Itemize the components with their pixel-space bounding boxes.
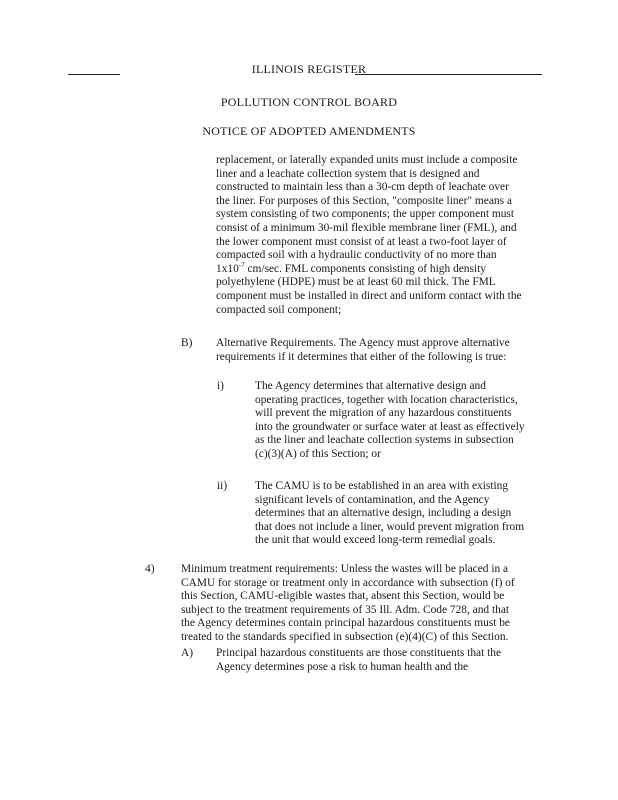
item-4-a-text [216, 647, 501, 674]
text-line: replacement, or laterally expanded units must include a composite [216, 154, 518, 166]
text-line: (c)(3)(A) of this Section; or [255, 447, 381, 460]
text-line: treated to the standards specified in subsection (e)(4)(C) of this Section. [181, 630, 509, 643]
text-line: that does not include a liner, would prevent migration from [255, 520, 525, 533]
text-line: determines that an alternative design, including a design [255, 507, 512, 520]
text-line: the lower component must consist of at least a two-foot layer of [216, 235, 507, 248]
text-line-conductivity [216, 260, 522, 277]
item-b-text [216, 337, 510, 364]
text-line: component must be installed in direct and uniform contact with the [216, 289, 522, 302]
text-line: compacted soil component; [216, 303, 342, 316]
text-line: Minimum treatment requirements: Unless the wastes will be placed in a [181, 563, 509, 575]
item-b-i-label: i) [217, 380, 224, 392]
register-title: ILLINOIS REGISTER [251, 62, 367, 76]
text-line: requirements if it determines that either of the following is true: [216, 350, 507, 363]
item-b-label: B) [181, 337, 193, 349]
text-line: Agency determines pose a risk to human health and the [216, 660, 469, 673]
item-4-text [181, 563, 515, 645]
text-line: system consisting of two components; the upper component must [216, 208, 515, 221]
text-line: Principal hazardous constituents are those constituents that the [216, 647, 502, 659]
text-line: liner and a leachate collection system that is designed and [216, 167, 480, 180]
text-line: Alternative Requirements. The Agency must approve alternative [216, 337, 510, 349]
continuation-paragraph [216, 154, 522, 317]
conductivity-exponent: -7 [238, 260, 245, 269]
item-b-ii-label: ii) [217, 480, 228, 492]
text-line: constructed to maintain less than a 30-cm depth of leachate over [216, 181, 509, 194]
text-line: The CAMU is to be established in an area with existing [255, 480, 509, 492]
text-line: as the liner and leachate collection systems in subsection [255, 434, 514, 447]
text-line: consist of a minimum 30-mil flexible membrane liner (FML), and [216, 221, 517, 234]
text-line: compacted soil with a hydraulic conductivity of no more than [216, 249, 497, 262]
text-line: The Agency determines that alternative design and [255, 380, 486, 392]
text-line: significant levels of contamination, and the Agency [255, 493, 490, 506]
item-b-i-text [255, 380, 525, 462]
conductivity-base: 1x10 [216, 262, 239, 275]
notice-title: NOTICE OF ADOPTED AMENDMENTS [202, 124, 416, 138]
item-4-label: 4) [145, 563, 155, 575]
text-line: will prevent the migration of any hazardous constituents [255, 407, 512, 420]
text-line: the liner. For purposes of this Section, "composite liner" means a [216, 194, 512, 207]
item-b-ii-text [255, 480, 524, 548]
text-line: this Section, CAMU-eligible wastes that, absent this Section, would be [181, 590, 505, 603]
text-line: cm/sec. FML components consisting of high density [247, 262, 486, 275]
text-line: operating practices, together with location characteristics, [255, 393, 518, 406]
text-line: CAMU for storage or treatment only in accordance with subsection (f) of [181, 576, 515, 589]
text-line: subject to the treatment requirements of 35 Ill. Adm. Code 728, and that [181, 603, 510, 616]
text-line: the unit that would exceed long-term remedial goals. [255, 534, 496, 547]
item-4-a-label: A) [181, 647, 194, 659]
text-line: polyethylene (HDPE) must be at least 60 mil thick. The FML [216, 276, 496, 289]
board-title: POLLUTION CONTROL BOARD [220, 95, 398, 109]
text-line: into the groundwater or surface water at least as effectively [255, 420, 525, 433]
text-line: the Agency determines contain principal hazardous constituents must be [181, 617, 510, 630]
